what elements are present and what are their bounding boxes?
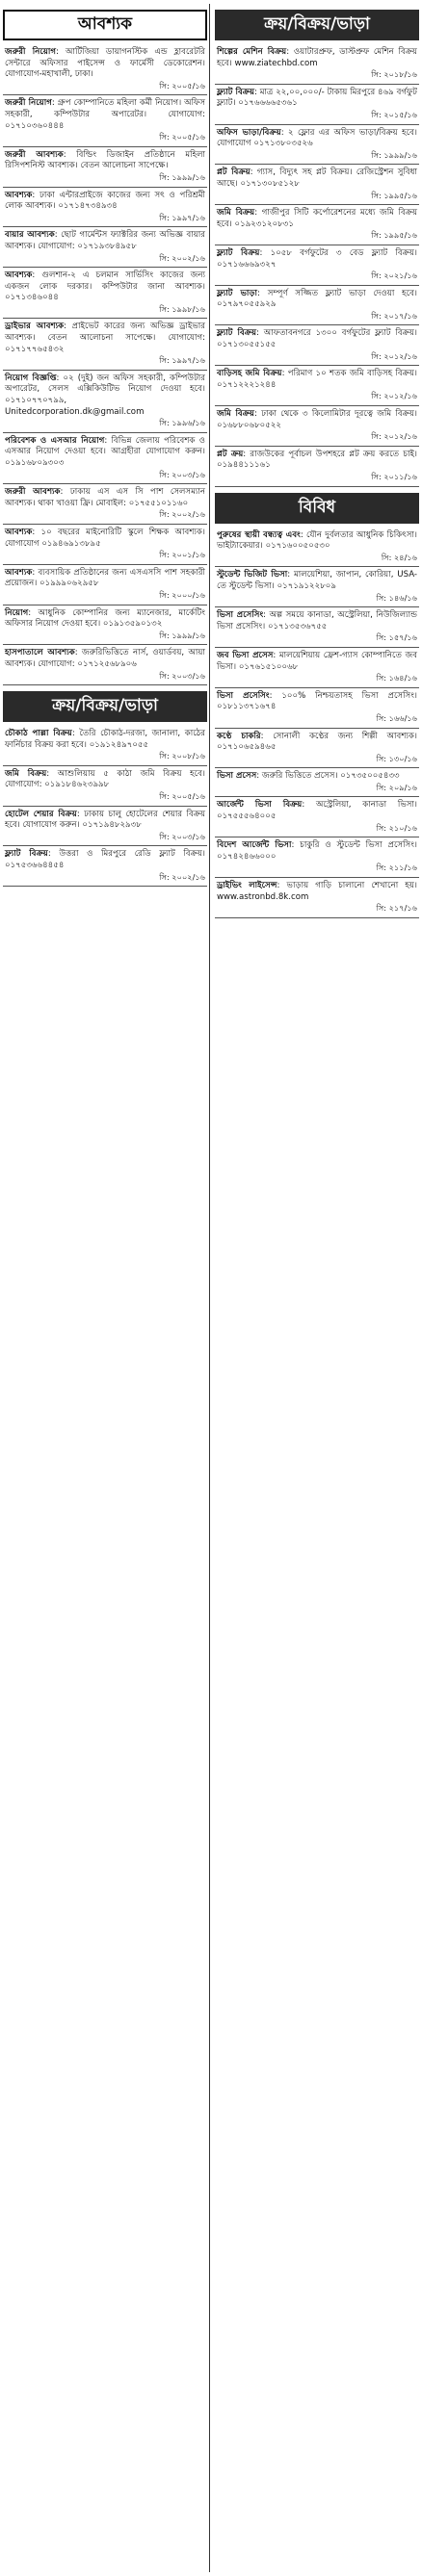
ad-reference: সি: ১৬৬/১৬ [376, 712, 417, 723]
ad-reference: সি: ২০১২/১৬ [371, 391, 417, 401]
classified-ad [215, 567, 419, 607]
ad-reference: সি: ১৬৪/১৬ [376, 673, 417, 683]
ad-reference: সি: ২০০৫/১৬ [159, 132, 205, 142]
trade-list-right [215, 44, 419, 487]
section-heading-jobs: আবশ্যক [3, 10, 207, 40]
section-heading-trade: ক্রয়/বিক্রয়/ভাড়া [3, 691, 207, 722]
ad-reference: সি: ২০০১/১৬ [159, 550, 205, 560]
ad-reference: সি: ২০০২/১৬ [159, 252, 205, 263]
classified-ad [3, 95, 207, 146]
classified-ad [215, 768, 419, 797]
ad-reference: সি: ২০৯/১৬ [376, 782, 417, 792]
ad-reference: সি: ২০১৭/১৬ [371, 310, 417, 321]
ad-reference: সি: ১৯৯৫/১৬ [371, 190, 417, 200]
classified-ad [3, 766, 207, 807]
ad-body: : ছোট গার্মেন্টস ফ্যাক্টরির জন্য অভিজ্ঞ বায়ার আবশ্যক। যোগাযোগ: ০১৭১৯৩৮৪৯৫৮ [5, 230, 205, 251]
classified-ad [3, 268, 207, 319]
ad-reference: সি: ১৯৯৭/১৬ [159, 355, 205, 366]
ad-body: : গ্রুপ কোম্পানিতে মহিলা কর্মী নিয়োগ। অফিস সহকারী, কম্পিউটার অপারেটর। যোগাযোগ: ০১৭১০৩৬০৪৪৪ [5, 98, 206, 131]
ad-reference: সি: ২০১১/১৬ [371, 472, 417, 481]
ad-title: বায়ার আবশ্যক [5, 230, 55, 241]
ad-body: : ঢাকা এন্টারপ্রাইজে কাজের জন্য সৎ ও পরিশ্রমী লোক আবশ্যক। ০১৭১৪৭৩৪৯৩৪ [5, 190, 205, 212]
ad-body: : অস্ট্রেলিয়া, কানাডা ভিসা। ০১৭৫৫৫৬৪০০৫ [217, 800, 417, 822]
ad-title: আবশ্যক [5, 527, 33, 537]
ad-reference: সি: ২০০৩/১৬ [159, 469, 205, 479]
ad-title: বিদেশ আর্জেন্ট ভিসা [217, 840, 292, 851]
ad-body: : ঢাকায় চালু হোটেলের শেয়ার বিক্রয় হবে। যোগাযোগ করুন। ০১৭১৯৪৮২৯৩৮ [5, 809, 206, 831]
ad-reference: সি: ২১০/১৬ [376, 822, 417, 833]
ad-body: : আশুলিয়ায় ৫ কাঠা জমি বিক্রয় হবে। যোগাযোগ: ০১৯১৮৪৬২৩৯৯৮ [5, 768, 205, 790]
ad-title: প্লট ক্রয় [217, 449, 244, 459]
ad-title: জমি বিক্রয় [217, 208, 255, 219]
classified-ad [3, 726, 207, 766]
ad-body: : ২ ফ্লোর এর অফিস ভাড়া/বিক্রয় হবে। যোগাযোগ ০১৭১৩৮০৩৫২৬ [217, 127, 417, 149]
classified-ad [215, 406, 419, 447]
ad-reference: সি: ১৯৯৫/১৬ [371, 230, 417, 241]
ad-title: বাড়িসহ জমি বিক্রয় [217, 369, 282, 379]
ad-body: : ঢাকা থেকে ৩ কিলোমিটার দূরত্বে জমি বিক্রয়। ০১৬৮৮০৬৮০৫২২ [217, 409, 417, 430]
ad-title: জরুরী নিয়োগ [5, 98, 52, 109]
ad-body: : পরিমাণ ১০ শতক জমি বাড়িসহ বিক্রয়। ০১৭১২২২১২৪৪ [217, 369, 417, 390]
classified-ad [215, 878, 419, 918]
ad-reference: সি: ২০০৩/১৬ [159, 670, 205, 681]
classified-ad [3, 44, 207, 95]
section-heading-misc: বিবিধ [215, 493, 419, 524]
classified-ad [215, 125, 419, 166]
section-heading-trade-right: ক্রয়/বিক্রয়/ভাড়া [215, 10, 419, 40]
ad-reference: সি: ২০২১/১৬ [371, 270, 417, 281]
ad-reference: সি: ২১১/১৬ [376, 863, 417, 873]
ad-reference: সি: ১৯৯৭/১৬ [159, 212, 205, 222]
classified-ad [215, 85, 419, 125]
ad-reference: সি: ১৩০/১৬ [376, 753, 417, 763]
classified-ad [215, 165, 419, 205]
right-column [215, 4, 419, 918]
ad-title: জরুরী আবশ্যক [5, 487, 61, 498]
ad-title: স্টুডেন্ট ভিজিট ভিসা [217, 570, 288, 580]
ad-title: হাসপাতালে আবশ্যক [5, 648, 75, 658]
ad-title: ড্রাইভিং লাইসেন্স [217, 881, 277, 891]
classified-ad [3, 807, 207, 847]
ad-reference: সি: ২০০৩/১৬ [159, 831, 205, 841]
classified-ad [215, 688, 419, 729]
ad-body: : গাজীপুর সিটি কর্পোরেশনের মধ্যে জমি বিক্রয় হবে। ০১৯২৩১২০৮৩১ [217, 208, 418, 229]
ad-reference: সি: ২০১২/১৬ [371, 350, 417, 361]
ad-title: কণ্ঠে চাকরি [217, 731, 261, 741]
ad-reference: সি: ২১৭/১৬ [376, 903, 417, 914]
classified-ad [215, 648, 419, 688]
ad-title: নিয়োগ [5, 607, 29, 618]
ad-title: জমি বিক্রয় [217, 409, 254, 420]
ad-body: : গ্যাস, বিদ্যুৎ সহ প্লট বিক্রয়। রেজিস্ট্রেশন সুবিধা আছে। ০১৭১৩০৮৫১২৮ [217, 167, 417, 189]
ad-reference: সি: ২০০২/১৬ [159, 871, 205, 882]
ad-body: : তৈরি চৌকাঠ-দরজা, জানালা, কাঠের ফার্নিচার বিক্রয় করা হবে। ০১৯১২৪৯৭০৫৫ [5, 729, 206, 750]
ad-title: হোটেল শেয়ার বিক্রয় [5, 809, 77, 819]
ad-reference: সি: ২০০৮/১৬ [159, 751, 205, 761]
ad-body: : মাত্র ২২,০০,০০০/- টাকায় মিরপুরে ৪৬৯ বর্গফুট ফ্ল্যাট। ০১৭৬৬৬৬৫৩৬১ [217, 87, 417, 109]
ad-body: : জরুরি ভিত্তিতে প্রসেস। ০১৭৩৫০০৫৪৩৩ [256, 771, 400, 782]
ad-title: ফ্ল্যাট ভাড়া [217, 288, 258, 298]
ad-reference: সি: ১৫৭/১৬ [376, 632, 417, 643]
ad-body: : আর্টিজিয়া ডায়াগনস্টিক এন্ড হ্লাবরেটরি সেন্টারে অফিসার পাইসেন্স ও ফার্মেসী ডেকোরেশন। যোগাযোগ-মহাখালী, ঢাকা। [5, 47, 206, 80]
ad-title: পরিবেশক ও এসআর নিয়োগ [5, 435, 105, 446]
classified-ad [3, 645, 207, 685]
classified-ad [215, 245, 419, 286]
ad-body: : উত্তরা ও মিরপুরে রেডি ফ্ল্যাট বিক্রয়। ০১৭৫৩৬৬৪৪৫৪ [5, 849, 205, 871]
classified-ad [215, 44, 419, 85]
ad-body: : সোনালী কণ্ঠের জন্য শিল্পী আবশ্যক। ০১৭১০৬৫৯৪৬৫ [217, 731, 417, 753]
classified-ad [3, 319, 207, 370]
ad-reference: সি: ২০০৫/১৬ [159, 80, 205, 90]
ad-title: ফ্ল্যাট বিক্রয় [5, 849, 48, 860]
ad-title: আবশ্যক [5, 270, 33, 281]
ad-title: ফ্ল্যাট বিক্রয় [217, 87, 255, 97]
ad-body: : ব্যবসায়িক প্রতিষ্ঠানের জন্য এসএসসি পাশ সহকারী প্রয়োজন। ০১৯৯৯০৬২৯৫৮ [5, 567, 205, 589]
ad-body: : জরুরিভিত্তিতে নার্স, ওয়ার্ডবয়, আয়া আবশ্যক। যোগাযোগ: ০১৭১২৫৬৮৯০৬ [5, 648, 205, 669]
ad-title: ভিসা প্রসেসিং [217, 610, 264, 621]
ad-title: আবশ্যক [5, 190, 33, 200]
ad-body: : ০২ (দুই) জন অফিস সহকারী, কম্পিউটার অপারেটর, সেলস এক্সিকিউটিভ নিয়োগ দেওয়া হবে। ০১৭১০৭৭০৭৯৯, Unitedcorporation.dk@gmail.com [5, 373, 205, 417]
classified-ad [3, 433, 207, 484]
ad-body: : প্রাইভেট কারের জন্য অভিজ্ঞ ড্রাইভার আবশ্যক। বেতন আলোচনা সাপেক্ষে। যোগাযোগ: ০১৭১৭৭৬৫৪৩২ [5, 322, 206, 354]
ad-body: : আফতাবনগরে ১৩০০ বর্গফুটের ফ্ল্যাট বিক্রয়। ০১৭১৩০৫৫১৫৫ [217, 328, 417, 350]
ad-title: জমি বিক্রয় [5, 768, 47, 779]
ad-title: পুরুষের স্থায়ী বন্ধ্যত্ব এবং [217, 529, 301, 540]
ad-body: : রাজউকের পূর্বাচল উপশহরে প্লট ক্রয় করতে চাই। ০১৯৪৪১১১৬১ [217, 449, 417, 471]
ad-title: ভিসা প্রসেসিং [217, 690, 270, 701]
ad-reference: সি: ২০১৫/১৬ [371, 109, 417, 119]
ad-title: প্লট বিক্রয় [217, 167, 251, 178]
ad-body: : ১০৫৮ বর্গফুটের ৩ বেড ফ্ল্যাট বিক্রয়। ০১৭১৬৬৬৯৩২৭ [217, 247, 417, 270]
classified-ad [3, 605, 207, 646]
column-divider [209, 4, 210, 2572]
classified-ad [3, 846, 207, 887]
ad-reference: সি: ২০১৮/১৬ [371, 69, 417, 80]
classified-ad [3, 147, 207, 188]
ad-title: চৌকাঠ পাল্লা বিক্রয় [5, 729, 72, 739]
classified-ad [3, 371, 207, 433]
ad-title: ফ্ল্যাট বিক্রয় [217, 247, 260, 258]
ad-body: : যৌন দুর্বলতার আধুনিক চিকিৎসা। ভাইট্যাকেয়ার। ০১৭১৬০০৫০৫৩০ [217, 529, 417, 552]
classified-ad [3, 525, 207, 565]
classified-ad [215, 837, 419, 878]
ad-reference: সি: ১৪৬/১৬ [376, 592, 417, 603]
ad-body: : সম্পূর্ণ সজ্জিত ফ্ল্যাট ভাড়া দেওয়া হবে। ০১৭৯৭০৫৫৯২৯ [217, 288, 417, 310]
ad-body: : ওয়াটারপ্রুফ, ডাস্টপ্রুফ মেশিন বিক্রয় হবে। www.ziatechbd.com [217, 47, 417, 68]
ad-reference: সি: ১৯৯৯/১৬ [159, 171, 205, 182]
ad-body: : মালয়েশিয়া, জাপান, কোরিয়া, USA-তে স্টুডেন্ট ভিসা। ০১৭১৯১২২৮০৯ [217, 570, 417, 591]
ad-body: : চাকুরি ও স্টুডেন্ট ভিসা প্রসেসিং। ০১৭৪২৪৬৬০০০ [217, 840, 417, 862]
classified-ad [215, 325, 419, 366]
classified-ad [215, 366, 419, 406]
ad-title: ফ্ল্যাট বিক্রয় [217, 328, 257, 339]
ad-title: জরুরী আবশ্যক [5, 149, 64, 160]
ad-title: অফিস ভাড়া/বিক্রয় [217, 127, 281, 138]
ad-body: : ১০০% নিশ্চয়তাসহ ভিসা প্রসেসিং। ০১৮১১৩৭১৬৭৪ [217, 690, 417, 712]
ad-reference: সি: ২০০৫/১৬ [159, 791, 205, 802]
ad-title: আর্জেন্ট ভিসা বিক্রয় [217, 800, 303, 811]
ad-title: শিল্পের মেশিন বিক্রয় [217, 47, 287, 57]
classified-ad [3, 188, 207, 228]
classified-ad [215, 797, 419, 837]
ad-body: : ভাড়ায় গাড়ি চালানো শেখানো হয়। www.astronbd.8k.com [217, 881, 417, 902]
classified-ad [3, 565, 207, 605]
classified-ad [215, 286, 419, 326]
trade-list [3, 726, 207, 887]
classified-ad [215, 528, 419, 568]
misc-list [215, 528, 419, 918]
ad-body: : মালয়েশিয়ায় ফ্রেশ-গ্যাস কোম্পানিতে জব ভিসা। ০১৭৬১৫১০০৬৮ [217, 650, 417, 672]
ad-title: আবশ্যক [5, 567, 33, 578]
classified-ad [215, 447, 419, 487]
ad-body: : অল্প সময়ে কানাডা, অস্ট্রেলিয়া, নিউজিল্যান্ড ভিসা প্রসেসিং। ০১৭১৩৫৩৬৭৫৫ [217, 610, 417, 631]
ad-reference: সি: ১৯৯৯/১৬ [371, 149, 417, 160]
left-column [3, 4, 207, 887]
ad-body: : গুলশান-২ এ চলমান সার্ভিসিং কাজের জন্য একজন লোক দরকার। কম্পিউটার জানা আবশ্যক। ০১৭১৩৪৬০৪৪ [5, 270, 205, 303]
ad-reference: সি: ১৯৯৮/১৬ [159, 303, 205, 314]
ad-body: : আধুনিক কোম্পানির জন্য ম্যানেজার, মার্কেটিং অফিসার নিয়োগ দেওয়া হবে। ০১৯১৩৫৯০১৩২ [5, 607, 205, 630]
ad-title: জরুরী নিয়োগ [5, 47, 57, 57]
ad-title: নিয়োগ বিজ্ঞপ্তি [5, 373, 57, 383]
ad-body: : ঢাকায় এস এস সি পাশ সেলসম্যান আবশ্যক। থাকা খাওয়া ফ্রি। মোবাইল: ০১৭৫৫১০১১৬০ [5, 487, 205, 508]
classified-ad [215, 607, 419, 648]
ad-reference: সি: ২০১২/১৬ [371, 431, 417, 442]
ad-reference: সি: ২০০০/১৬ [159, 589, 205, 600]
jobs-list [3, 44, 207, 685]
ad-reference: সি: ১৯৯৬/১৬ [159, 418, 205, 428]
ad-body: : বিল্ডিং ডিজাইন প্রতিষ্ঠানে মহিলা রিসিপশনিস্ট আবশ্যক। বেতন আলোচনা সাপেক্ষে। [5, 149, 206, 171]
ad-reference: সি: ১৯৯৯/১৬ [159, 630, 205, 640]
ad-title: জব ভিসা প্রসেস [217, 650, 274, 660]
classified-ad [3, 227, 207, 268]
classified-ad [3, 484, 207, 525]
ad-title: ড্রাইভার আবশ্যক [5, 322, 65, 332]
ad-body: : ১০ বছরের মাইনোরিটি স্কুলে শিক্ষক আবশ্যক। যোগাযোগ ০১৯৪৬৯১৩৮৯৫ [5, 527, 205, 549]
ad-title: ভিসা প্রসেস [217, 771, 257, 782]
ad-reference: সি: ২০০২/১৬ [159, 509, 205, 520]
classified-ad [215, 729, 419, 769]
classified-ad [215, 205, 419, 245]
ad-reference: সি: ২৪/১৬ [381, 552, 417, 562]
ad-body: : বিভিন্ন জেলায় পরিবেশক ও এসআর নিয়োগ দেওয়া হবে। আগ্রহীরা যোগাযোগ করুন। ০১৯১৬৮০৯৩০৩ [5, 435, 205, 468]
